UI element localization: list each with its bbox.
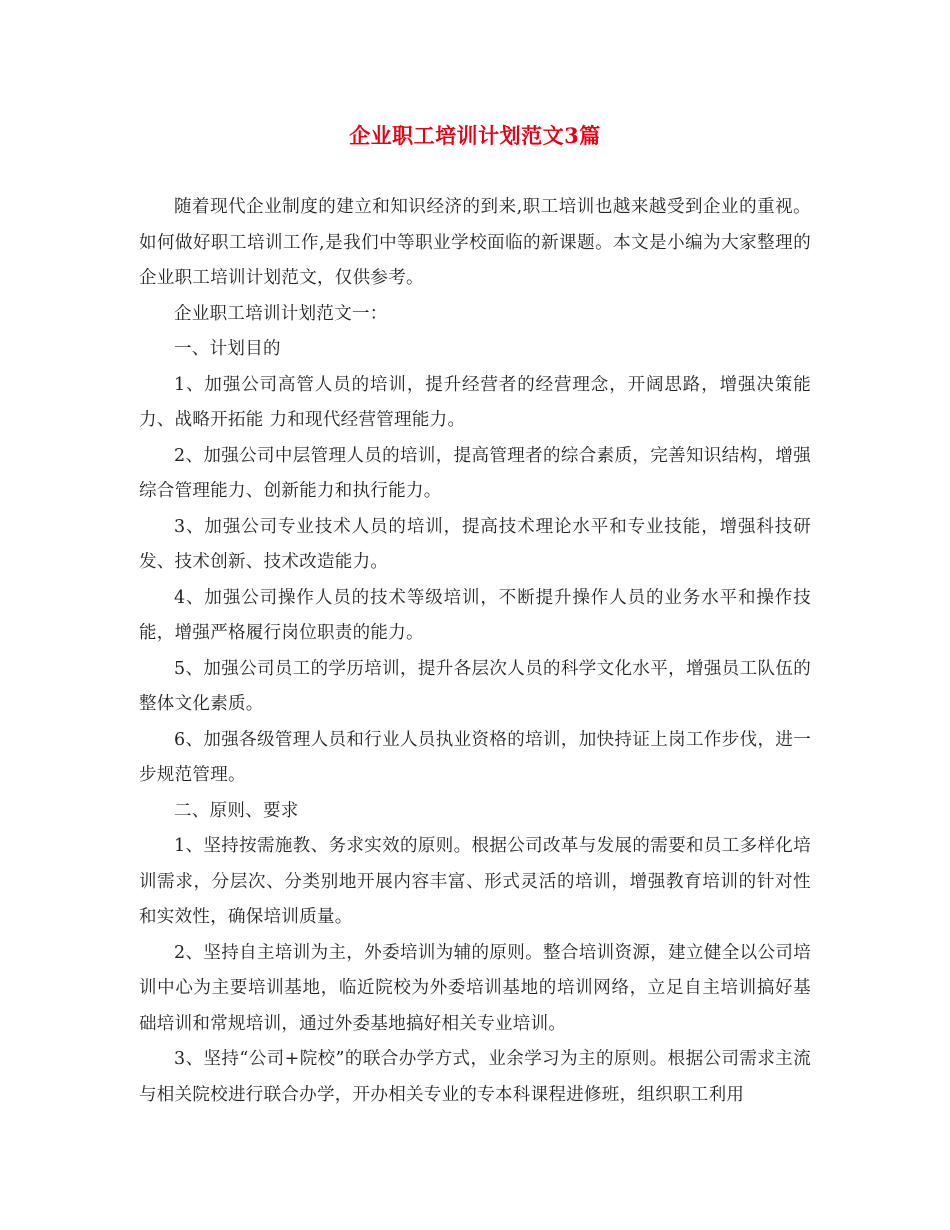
principle-item-3: 3、坚持“公司+院校”的联合办学方式，业余学习为主的原则。根据公司需求主流与相关院校进行联合办学，开办相关专业的专本科课程进修班，组织职工利用	[139, 1049, 811, 1105]
principle-item-2: 2、坚持自主培训为主，外委培训为辅的原则。整合培训资源，建立健全以公司培训中心为主要培训基地，临近院校为外委培训基地的培训网络，立足自主培训搞好基础培训和常规培训，通过外委基地搞好相关专业培训。	[139, 942, 811, 1034]
document-title: 企业职工培训计划范文3篇	[349, 123, 601, 148]
purpose-item-1: 1、加强公司高管人员的培训，提升经营者的经营理念，开阔思路，增强决策能力、战略开拓能 力和现代经营管理能力。	[139, 374, 811, 430]
purpose-item-3: 3、加强公司专业技术人员的培训，提高技术理论水平和专业技能，增强科技研发、技术创新、技术改造能力。	[139, 516, 811, 572]
purpose-item-4: 4、加强公司操作人员的技术等级培训，不断提升操作人员的业务水平和操作技能，增强严格履行岗位职责的能力。	[139, 587, 811, 643]
principle-item-1: 1、坚持按需施教、务求实效的原则。根据公司改革与发展的需要和员工多样化培训需求，分层次、分类别地开展内容丰富、形式灵活的培训，增强教育培训的针对性和实效性，确保培训质量。	[139, 836, 811, 927]
section-heading-example-one: 企业职工培训计划范文一：	[174, 303, 388, 324]
section-heading-principles: 二、原则、要求	[174, 800, 299, 821]
purpose-item-6: 6、加强各级管理人员和行业人员执业资格的培训，加快持证上岗工作步伐，进一步规范管理。	[139, 729, 811, 785]
purpose-item-5: 5、加强公司员工的学历培训，提升各层次人员的科学文化水平，增强员工队伍的整体文化素质。	[139, 658, 811, 714]
section-heading-purpose: 一、计划目的	[174, 339, 281, 359]
purpose-item-2: 2、加强公司中层管理人员的培训，提高管理者的综合素质，完善知识结构，增强综合管理能力、创新能力和执行能力。	[139, 445, 811, 501]
intro-paragraph: 随着现代企业制度的建立和知识经济的到来,职工培训也越来越受到企业的重视。如何做好职工培训工作,是我们中等职业学校面临的新课题。本文是小编为大家整理的企业职工培训计划范文，仅供参考。	[139, 197, 811, 288]
document-body	[139, 190, 811, 1113]
